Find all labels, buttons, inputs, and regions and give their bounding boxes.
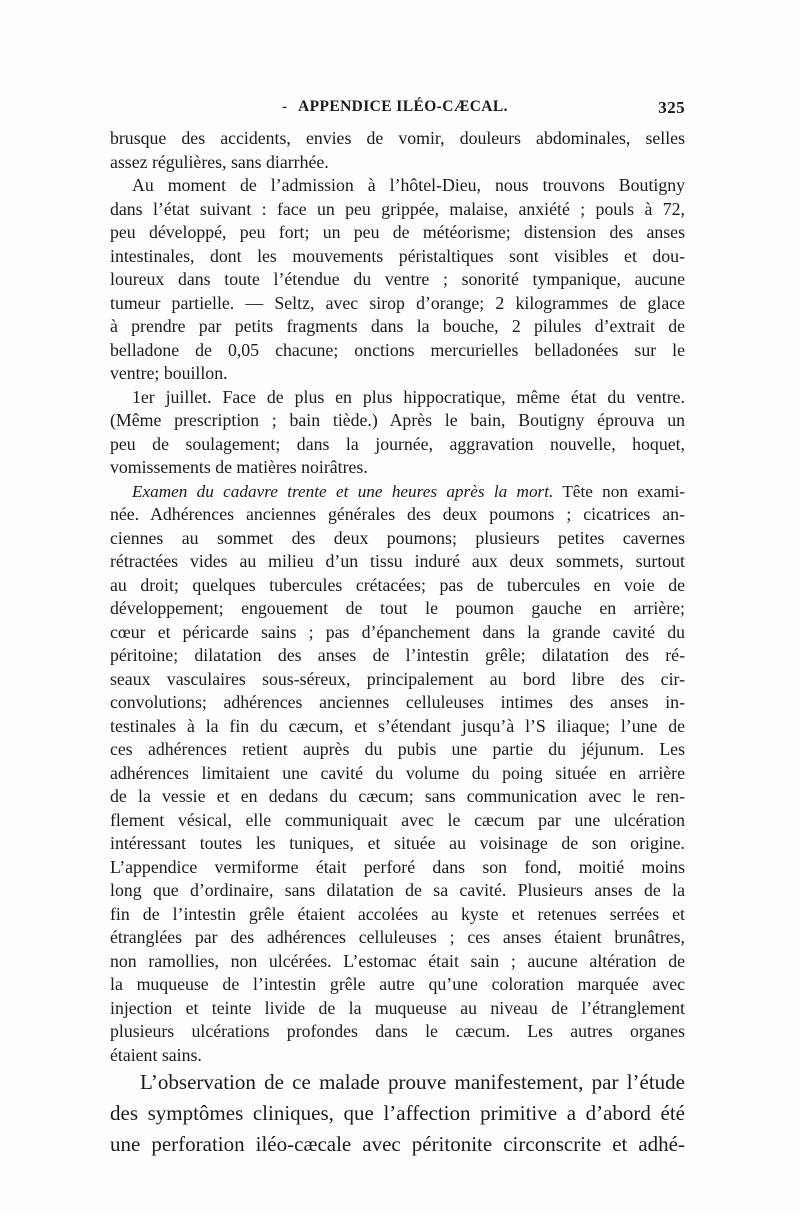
conclusion-line: une perforation iléo-cæcale avec péritonite circonscrite et adhé-: [110, 1132, 685, 1156]
text-line: long que d’ordinaire, sans dilatation de sa cavité. Plusieurs anses de la: [110, 880, 685, 900]
text-line: développement; engouement de tout le poumon gauche en arrière;: [110, 598, 685, 618]
text-line: L’appendice vermiforme était perforé dans son fond, moitié moins: [110, 856, 685, 877]
text-line: la muqueuse de l’intestin grêle autre qu’une coloration marquée avec: [110, 974, 685, 994]
running-header: [110, 98, 685, 122]
text-line: testinales à la fin du cæcum, et s’étendant jusqu’à l’S iliaque; l’une de: [110, 715, 685, 736]
text-line: adhérences limitaient une cavité du volume du poing située en arrière: [110, 762, 685, 783]
text-line: dans l’état suivant : face un peu grippée, malaise, anxiété ; pouls à 72,: [110, 198, 685, 219]
text-line: plusieurs ulcérations profondes dans le cæcum. Les autres organes: [110, 1021, 685, 1041]
text-line: née. Adhérences anciennes générales des deux poumons ; cicatrices an-: [110, 504, 685, 524]
text-line: (Même prescription ; bain tiède.) Après le bain, Boutigny éprouva un: [110, 410, 685, 430]
body-text: [110, 127, 685, 1067]
text-line: de la vessie et en dedans du cæcum; sans communication avec le ren-: [110, 786, 685, 806]
text-line: ventre; bouillon.: [110, 363, 228, 383]
text-line: injection et teinte livide de la muqueuse au niveau de l’étranglement: [110, 997, 685, 1018]
text-line: péritoine; dilatation des anses de l’intestin grêle; dilatation des ré-: [110, 645, 685, 665]
text-line: ciennes au sommet des deux poumons; plusieurs petites cavernes: [110, 527, 685, 548]
text-line: peu de soulagement; dans la journée, aggravation nouvelle, hoquet,: [110, 433, 685, 454]
text-line: tumeur partielle. — Seltz, avec sirop d’orange; 2 kilogrammes de glace: [110, 292, 685, 313]
text-line: non ramollies, non ulcérées. L’estomac était sain ; aucune altération de: [110, 950, 685, 971]
conclusion-line: L’observation de ce malade prouve manifestement, par l’étude: [140, 1070, 685, 1094]
text-line: ces adhérences retient auprès du pubis une partie du jéjunum. Les: [110, 739, 685, 759]
text-line: flement vésical, elle communiquait avec le cæcum par une ulcération: [110, 809, 685, 830]
text-line: seaux vasculaires sous-séreux, principalement au bord libre des cir-: [110, 668, 685, 689]
text-line: rétractées vides au milieu d’un tissu induré aux deux sommets, surtout: [110, 551, 685, 571]
text-line: étranglées par des adhérences celluleuses ; ces anses étaient brunâtres,: [110, 927, 685, 947]
text-line: brusque des accidents, envies de vomir, douleurs abdominales, selles: [110, 128, 685, 148]
text-line: étaient sains.: [110, 1044, 202, 1065]
header-title: APPENDICE ILÉO-CÆCAL.: [298, 98, 508, 115]
conclusion-line: des symptômes cliniques, que l’affection primitive a d’abord été: [110, 1101, 685, 1125]
text-line: à prendre par petits fragments dans la bouche, 2 pilules d’extrait de: [110, 316, 685, 336]
text-line: [110, 480, 685, 504]
text-line: intestinales, dont les mouvements péristaltiques sont visibles et dou-: [110, 245, 685, 266]
text-line: 1er juillet. Face de plus en plus hippocratique, même état du ventre.: [132, 386, 685, 407]
italic-heading: Examen du cadavre trente et une heures après la mort.: [132, 481, 554, 501]
conclusion-paragraph: [110, 1067, 685, 1160]
text-line: belladone de 0,05 chacune; onctions mercurielles belladonées sur le: [110, 339, 685, 360]
text-line: assez régulières, sans diarrhée.: [110, 151, 329, 172]
text-line: au droit; quelques tubercules crétacées; pas de tubercules en voie de: [110, 574, 685, 595]
text-line: Au moment de l’admission à l’hôtel-Dieu, nous trouvons Boutigny: [132, 175, 685, 195]
text-line: fin de l’intestin grêle étaient accolées au kyste et retenues serrées et: [110, 903, 685, 924]
text-line: peu développé, peu fort; un peu de météorisme; distension des anses: [110, 222, 685, 242]
text-line: cœur et péricarde sains ; pas d’épanchement dans la grande cavité du: [110, 621, 685, 642]
text-line: vomissements de matières noirâtres.: [110, 457, 368, 477]
text-line: convolutions; adhérences anciennes celluleuses intimes des anses in-: [110, 692, 685, 712]
text-line: intéressant toutes les tuniques, et située au voisinage de son origine.: [110, 833, 685, 853]
page-number: 325: [658, 98, 685, 117]
header-dash: -: [282, 98, 288, 115]
text-fragment: Tête non exami-: [562, 481, 685, 501]
text-line: loureux dans toute l’étendue du ventre ; sonorité tympanique, aucune: [110, 269, 685, 289]
